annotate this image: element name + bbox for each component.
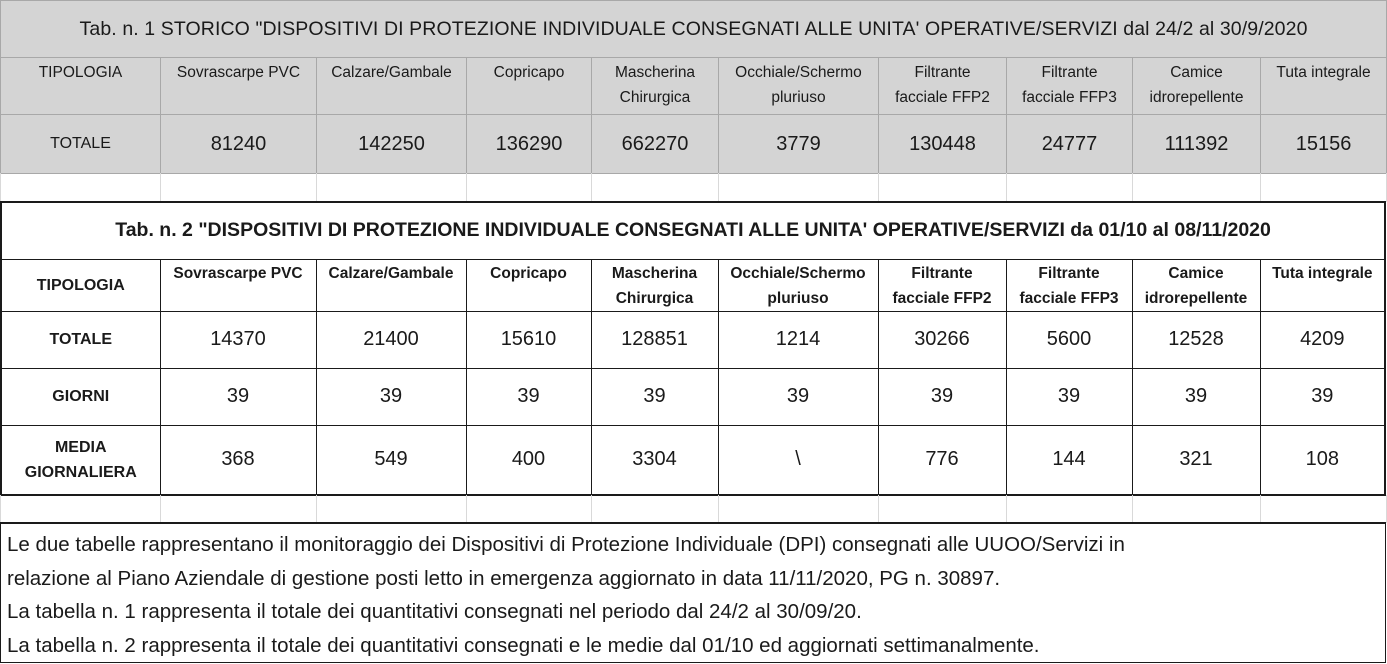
table-cell: 108 [1260, 425, 1385, 495]
header-line: Filtrante [911, 264, 973, 282]
spacer-row [0, 173, 1387, 202]
column-header [316, 259, 466, 311]
header-line: facciale FFP3 [1022, 89, 1117, 106]
row-label-header: TIPOLOGIA [1, 259, 160, 311]
header-line: Chirurgica [619, 89, 691, 106]
table-row [1, 425, 1385, 495]
table-1-header-row [1, 58, 1387, 115]
column-header [317, 58, 467, 115]
row-label: TOTALE [1, 115, 161, 174]
header-line: Tuta integrale [1272, 264, 1373, 282]
table-cell: 111392 [1133, 115, 1261, 174]
table-cell: 14370 [160, 311, 316, 368]
table-cell: 3304 [591, 425, 718, 495]
table-cell: 39 [1006, 368, 1132, 425]
note-line: Le due tabelle rappresentano il monitoraggio dei Dispositivi di Protezione Individuale (DPI) consegnati alle UUOO/Servizi in [7, 533, 1125, 556]
header-line: Calzare/Gambale [331, 64, 452, 81]
header-line: Mascherina [611, 264, 698, 282]
table-cell: 15156 [1261, 115, 1387, 174]
column-header [467, 58, 592, 115]
table-row [1, 115, 1387, 174]
note-line: La tabella n. 2 rappresenta il totale dei quantitativi consegnati e le medie dal 01/10 ed aggiornati settimanalmente. [7, 633, 1040, 657]
header-line: pluriuso [771, 89, 826, 106]
table-cell: 549 [316, 425, 466, 495]
table-row [1, 311, 1385, 368]
table-cell: 5600 [1006, 311, 1132, 368]
header-line: idrorepellente [1144, 289, 1248, 307]
table-1-storico [0, 0, 1387, 174]
table-cell: 130448 [879, 115, 1007, 174]
row-label-header: TIPOLOGIA [1, 58, 161, 115]
header-line: Camice [1168, 264, 1224, 282]
header-line: Filtrante [1038, 264, 1100, 282]
row-label: GIORNI [1, 368, 160, 425]
table-2-title: Tab. n. 2 "DISPOSITIVI DI PROTEZIONE INDIVIDUALE CONSEGNATI ALLE UNITA' OPERATIVE/SERVIZI da 01/10 al 08/11/2020 [1, 202, 1385, 259]
table-cell: 39 [466, 368, 591, 425]
row-label-line: GIORNALIERA [24, 463, 137, 481]
column-header [1260, 259, 1385, 311]
table-cell: 21400 [316, 311, 466, 368]
table-cell: 81240 [161, 115, 317, 174]
note-line: La tabella n. 1 rappresenta il totale dei quantitativi consegnati nel periodo dal 24/2 al 30/09/20. [7, 600, 862, 623]
table-cell: 662270 [592, 115, 719, 174]
table-cell: 368 [160, 425, 316, 495]
table-cell: 321 [1132, 425, 1260, 495]
column-header [718, 259, 878, 311]
column-header [878, 259, 1006, 311]
column-header [160, 259, 316, 311]
table-1-title: Tab. n. 1 STORICO "DISPOSITIVI DI PROTEZIONE INDIVIDUALE CONSEGNATI ALLE UNITA' OPERATIVE/SERVIZI dal 24/2 al 30/9/2020 [1, 1, 1387, 58]
table-cell: 39 [591, 368, 718, 425]
column-header [1132, 259, 1260, 311]
table-cell: 30266 [878, 311, 1006, 368]
column-header [1006, 259, 1132, 311]
table-2-header-row [1, 259, 1385, 311]
row-label: TOTALE [1, 311, 160, 368]
row-label [1, 425, 160, 495]
explanatory-note [0, 522, 1386, 663]
column-header [1133, 58, 1261, 115]
table-cell: 39 [160, 368, 316, 425]
note-line: relazione al Piano Aziendale di gestione posti letto in emergenza aggiornato in data 11/11/2020, PG n. 30897. [7, 566, 1001, 590]
header-line: facciale FFP2 [892, 289, 992, 307]
table-cell: 4209 [1260, 311, 1385, 368]
table-cell: 142250 [317, 115, 467, 174]
header-line: Copricapo [493, 64, 565, 81]
table-cell: 776 [878, 425, 1006, 495]
table-row [1, 368, 1385, 425]
table-cell: 39 [1260, 368, 1385, 425]
table-cell: 136290 [467, 115, 592, 174]
header-line: facciale FFP2 [895, 89, 990, 106]
table-cell: 15610 [466, 311, 591, 368]
column-header [1007, 58, 1133, 115]
header-line: pluriuso [767, 289, 829, 307]
table-cell: 39 [316, 368, 466, 425]
table-cell: 39 [718, 368, 878, 425]
table-cell: 400 [466, 425, 591, 495]
table-cell: 1214 [718, 311, 878, 368]
column-header [591, 259, 718, 311]
table-cell: 39 [878, 368, 1006, 425]
table-cell: 144 [1006, 425, 1132, 495]
column-header [466, 259, 591, 311]
header-line: idrorepellente [1149, 89, 1244, 106]
table-cell: \ [718, 425, 878, 495]
column-header [719, 58, 879, 115]
table-cell: 12528 [1132, 311, 1260, 368]
header-line: Sovrascarpe PVC [173, 264, 303, 282]
column-header [161, 58, 317, 115]
header-line: Sovrascarpe PVC [176, 64, 301, 81]
header-line: Occhiale/Schermo [735, 64, 862, 81]
header-line: Occhiale/Schermo [730, 264, 866, 282]
spacer-row [0, 495, 1387, 523]
table-2-periodo [0, 201, 1386, 496]
column-header [879, 58, 1007, 115]
table-cell: 3779 [719, 115, 879, 174]
header-line: Camice [1170, 64, 1223, 81]
header-line: Filtrante [1041, 64, 1098, 81]
header-line: Tuta integrale [1276, 64, 1371, 81]
header-line: Filtrante [914, 64, 971, 81]
table-cell: 128851 [591, 311, 718, 368]
header-line: Calzare/Gambale [328, 264, 454, 282]
table-cell: 39 [1132, 368, 1260, 425]
row-label-line: MEDIA [54, 438, 107, 456]
table-cell: 24777 [1007, 115, 1133, 174]
header-line: facciale FFP3 [1019, 289, 1119, 307]
column-header [1261, 58, 1387, 115]
column-header [592, 58, 719, 115]
header-line: Mascherina [614, 64, 696, 81]
header-line: Copricapo [490, 264, 567, 282]
header-line: Chirurgica [615, 289, 694, 307]
